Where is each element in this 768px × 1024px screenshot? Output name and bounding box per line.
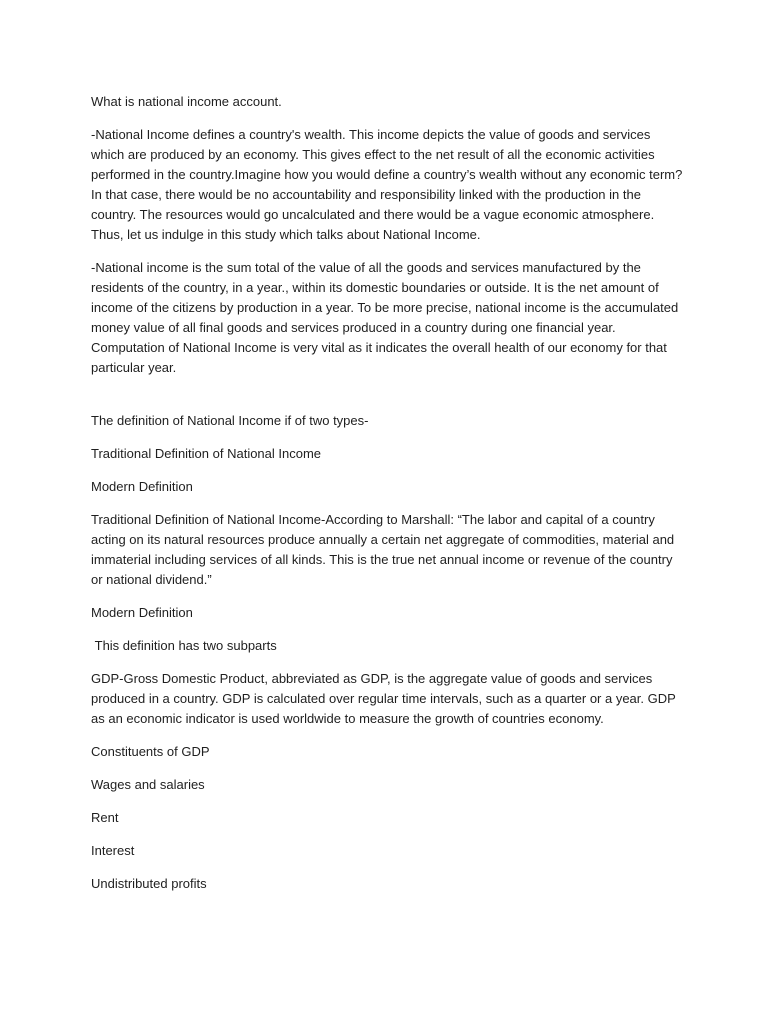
list-item: Undistributed profits: [91, 876, 207, 891]
paragraph-national-income-sum: -National income is the sum total of the value of all the goods and services manufactured by the residents of the country, in a year., within its domestic boundaries or outside. It is the net amount of income of the citizens by production in a year. To be more precise, national income is the accumulated money value of all final goods and services produced in a country during one financial year. Computation of National Income is very vital as it indicates the overall health of our economy for that particular year.: [91, 260, 682, 375]
modern-definition-heading: Modern Definition: [91, 479, 193, 494]
subparts-line: This definition has two subparts: [91, 638, 277, 653]
document-body: [91, 92, 686, 907]
list-item: Rent: [91, 810, 119, 825]
modern-definition-subheading: Modern Definition: [91, 605, 193, 620]
paragraph-marshall-definition: Traditional Definition of National Income-According to Marshall: “The labor and capital of a country acting on its natural resources produce annually a certain net aggregate of commodities, material and immaterial including services of all kinds. This is the true net annual income or revenue of the country or national dividend.”: [91, 512, 678, 587]
constituents-heading: Constituents of GDP: [91, 744, 210, 759]
paragraph-gdp: GDP-Gross Domestic Product, abbreviated as GDP, is the aggregate value of goods and services produced in a country. GDP is calculated over regular time intervals, such as a quarter or a year. GDP as an economic indicator is used worldwide to measure the growth of countries economy.: [91, 671, 680, 726]
traditional-definition-heading: Traditional Definition of National Income: [91, 446, 322, 461]
question-heading: What is national income account.: [91, 94, 282, 109]
list-item: Wages and salaries: [91, 777, 205, 792]
paragraph-national-income-wealth: -National Income defines a country's wealth. This income depicts the value of goods and services which are produced by an economy. This gives effect to the net result of all the economic activities performed in the country.Imagine how you would define a country’s wealth without any economic term? In that case, there would be no accountability and responsibility linked with the production in the country. The resources would go uncalculated and there would be a vague economic atmosphere. Thus, let us indulge in this study which talks about National Income.: [91, 127, 686, 242]
list-item: Interest: [91, 843, 135, 858]
definition-types-line: The definition of National Income if of two types-: [91, 413, 369, 428]
